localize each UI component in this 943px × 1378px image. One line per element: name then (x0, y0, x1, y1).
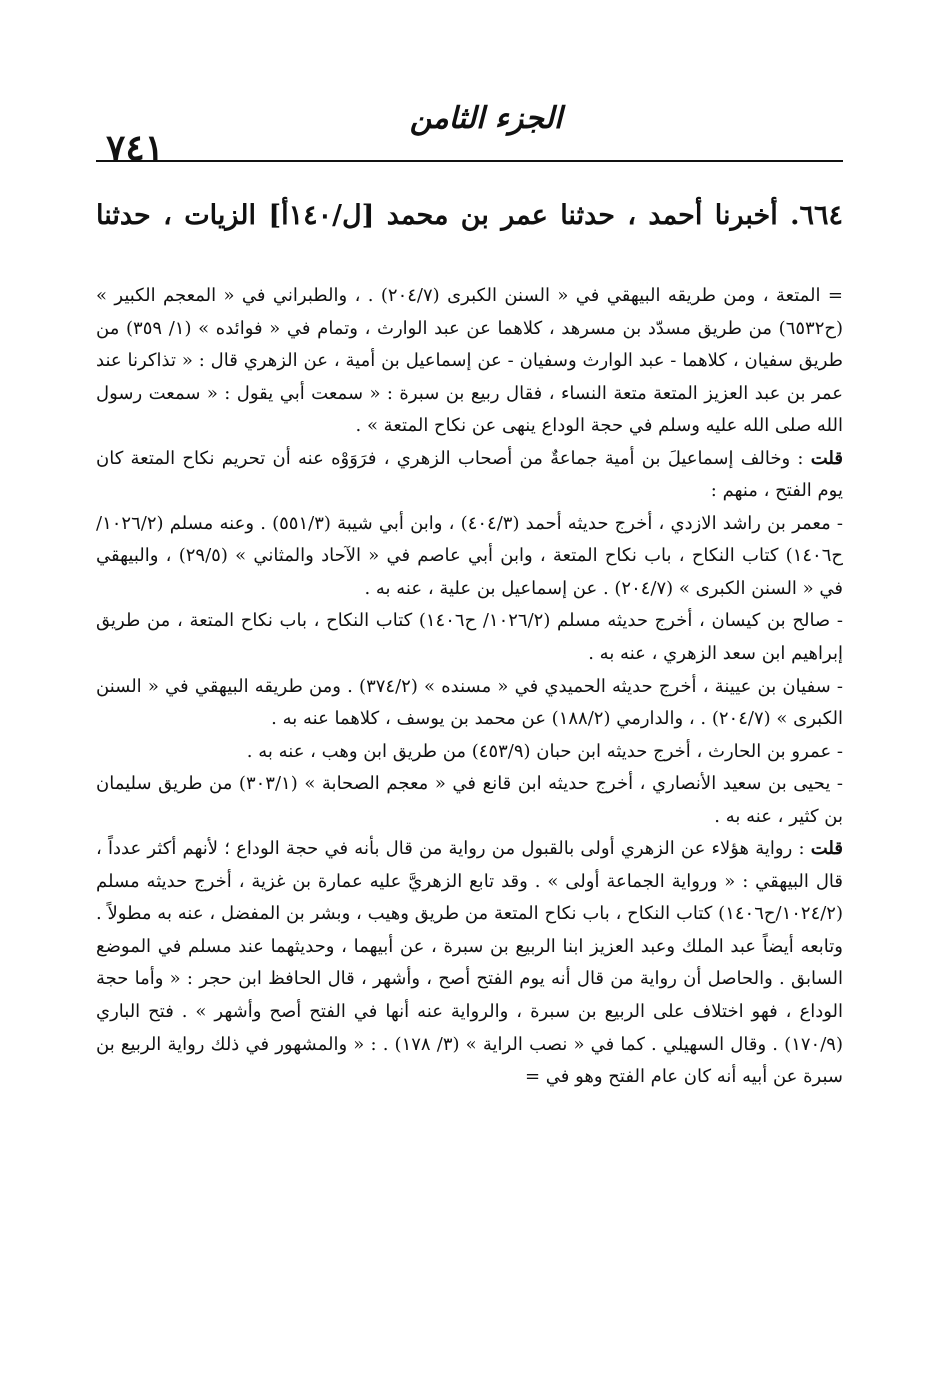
qult-label: قلت (810, 447, 843, 469)
footnote-paragraph: - معمر بن راشد الازدي ، أخرج حديثه أحمد (٤٠٤/٣) ، وابن أبي شيبة (٥٥١/٣) . وعنه مسلم (١٠٢٦/٢/ح١٤٠٦) كتاب النكاح ، باب نكاح المتعة ، وابن أبي عاصم في « الآحاد والمثاني » (٢٩/٥) ، والبيهقي في « السنن الكبرى » (٢٠٤/٧) . عن إسماعيل بن علية ، عنه به . (96, 512, 843, 599)
footnote-text: : رواية هؤلاء عن الزهري أولى بالقبول من رواية من قال بأنه في حجة الوداع ؛ لأنهم أكثر عدداً ، قال البيهقي : « ورواية الجماعة أولى » . وقد تابع الزهريَّ عليه عمارة بن غزية ، أخرج حديثه مسلم (١٠٢٤/٢/ح١٤٠٦) كتاب النكاح ، باب نكاح المتعة من طريق وهيب ، وبشر بن المفضل ، عنه به مطولاً . وتابعه أيضاً عبد الملك وعبد العزيز ابنا الربيع بن سبرة ، عن أبيهما ، وحديثهما عند مسلم في الموضع السابق . والحاصل أن رواية من قال أنه يوم الفتح أصح ، وأشهر ، قال الحافظ ابن حجر : « وأما حجة الوداع ، فهو اختلاف على الربيع بن سبرة ، والرواية عنه أنها في الفتح أصح وأشهر » . فتح الباري (١٧٠/٩) . وقال السهيلي . كما في « نصب الراية » (٣/ ١٧٨) . : « والمشهور في ذلك رواية الربيع بن سبرة عن أبيه أنه كان عام الفتح وهو في = (96, 838, 843, 1088)
footnote-paragraph: - يحيى بن سعيد الأنصاري ، أخرج حديثه ابن قانع في « معجم الصحابة » (٣٠٣/١) من طريق سليمان بن كثير ، عنه به . (96, 773, 843, 827)
footnotes (96, 280, 843, 1094)
header-divider (96, 160, 843, 162)
footnote-paragraph (96, 443, 843, 508)
part-title-ornament: الجزء الثامن (409, 101, 563, 136)
footnote-paragraph: - سفيان بن عيينة ، أخرج حديثه الحميدي في « مسنده » (٣٧٤/٢) . ومن طريقه البيهقي في « السنن الكبرى » (٢٠٤/٧) . ، والدارمي (١٨٨/٢) عن محمد بن يوسف ، كلاهما عنه به . (96, 675, 844, 730)
footnote-text: : وخالف إسماعيلَ بن أمية جماعةٌ من أصحاب الزهري ، فرَوَوْه عنه أن تحريم نكاح المتعة كان يوم الفتح ، منهم : (96, 447, 843, 502)
page-number: ٧٤١ (106, 127, 165, 169)
footnote-paragraph: - عمرو بن الحارث ، أخرج حديثه ابن حبان (٤٥٣/٩) من طريق ابن وهب ، عنه به . (246, 740, 843, 762)
page-header (96, 95, 843, 169)
footnote-paragraph (96, 833, 843, 1093)
footnote-paragraph: - صالح بن كيسان ، أخرج حديثه مسلم (١٠٢٦/٢/ ح١٤٠٦) كتاب النكاح ، باب نكاح المتعة ، من طريق إبراهيم ابن سعد الزهري ، عنه به . (96, 610, 843, 665)
qult-label: قلت (810, 838, 843, 860)
footnote-paragraph: = المتعة ، ومن طريقه البيهقي في « السنن الكبرى (٢٠٤/٧) . ، والطبراني في « المعجم الكبير » (ح٦٥٣٢) من طريق مسدّد بن مسرهد ، كلاهما عن عبد الوارث ، وتمام في « فوائده » (١/ ٣٥٩) من طريق سفيان ، كلاهما - عبد الوارث وسفيان - عن إسماعيل بن أمية ، عن الزهري قال : « تذاكرنا عند عمر بن عبد العزيز المتعة متعة النساء ، فقال ربيع بن سبرة : « سمعت أبي يقول : « سمعت رسول الله صلى الله عليه وسلم في حجة الوداع ينهى عن نكاح المتعة » . (96, 285, 844, 437)
hadith-text: ٦٦٤. أخبرنا أحمد ، حدثنا عمر بن محمد [ل/١٤٠أ] الزيات ، حدثنا (96, 200, 843, 231)
